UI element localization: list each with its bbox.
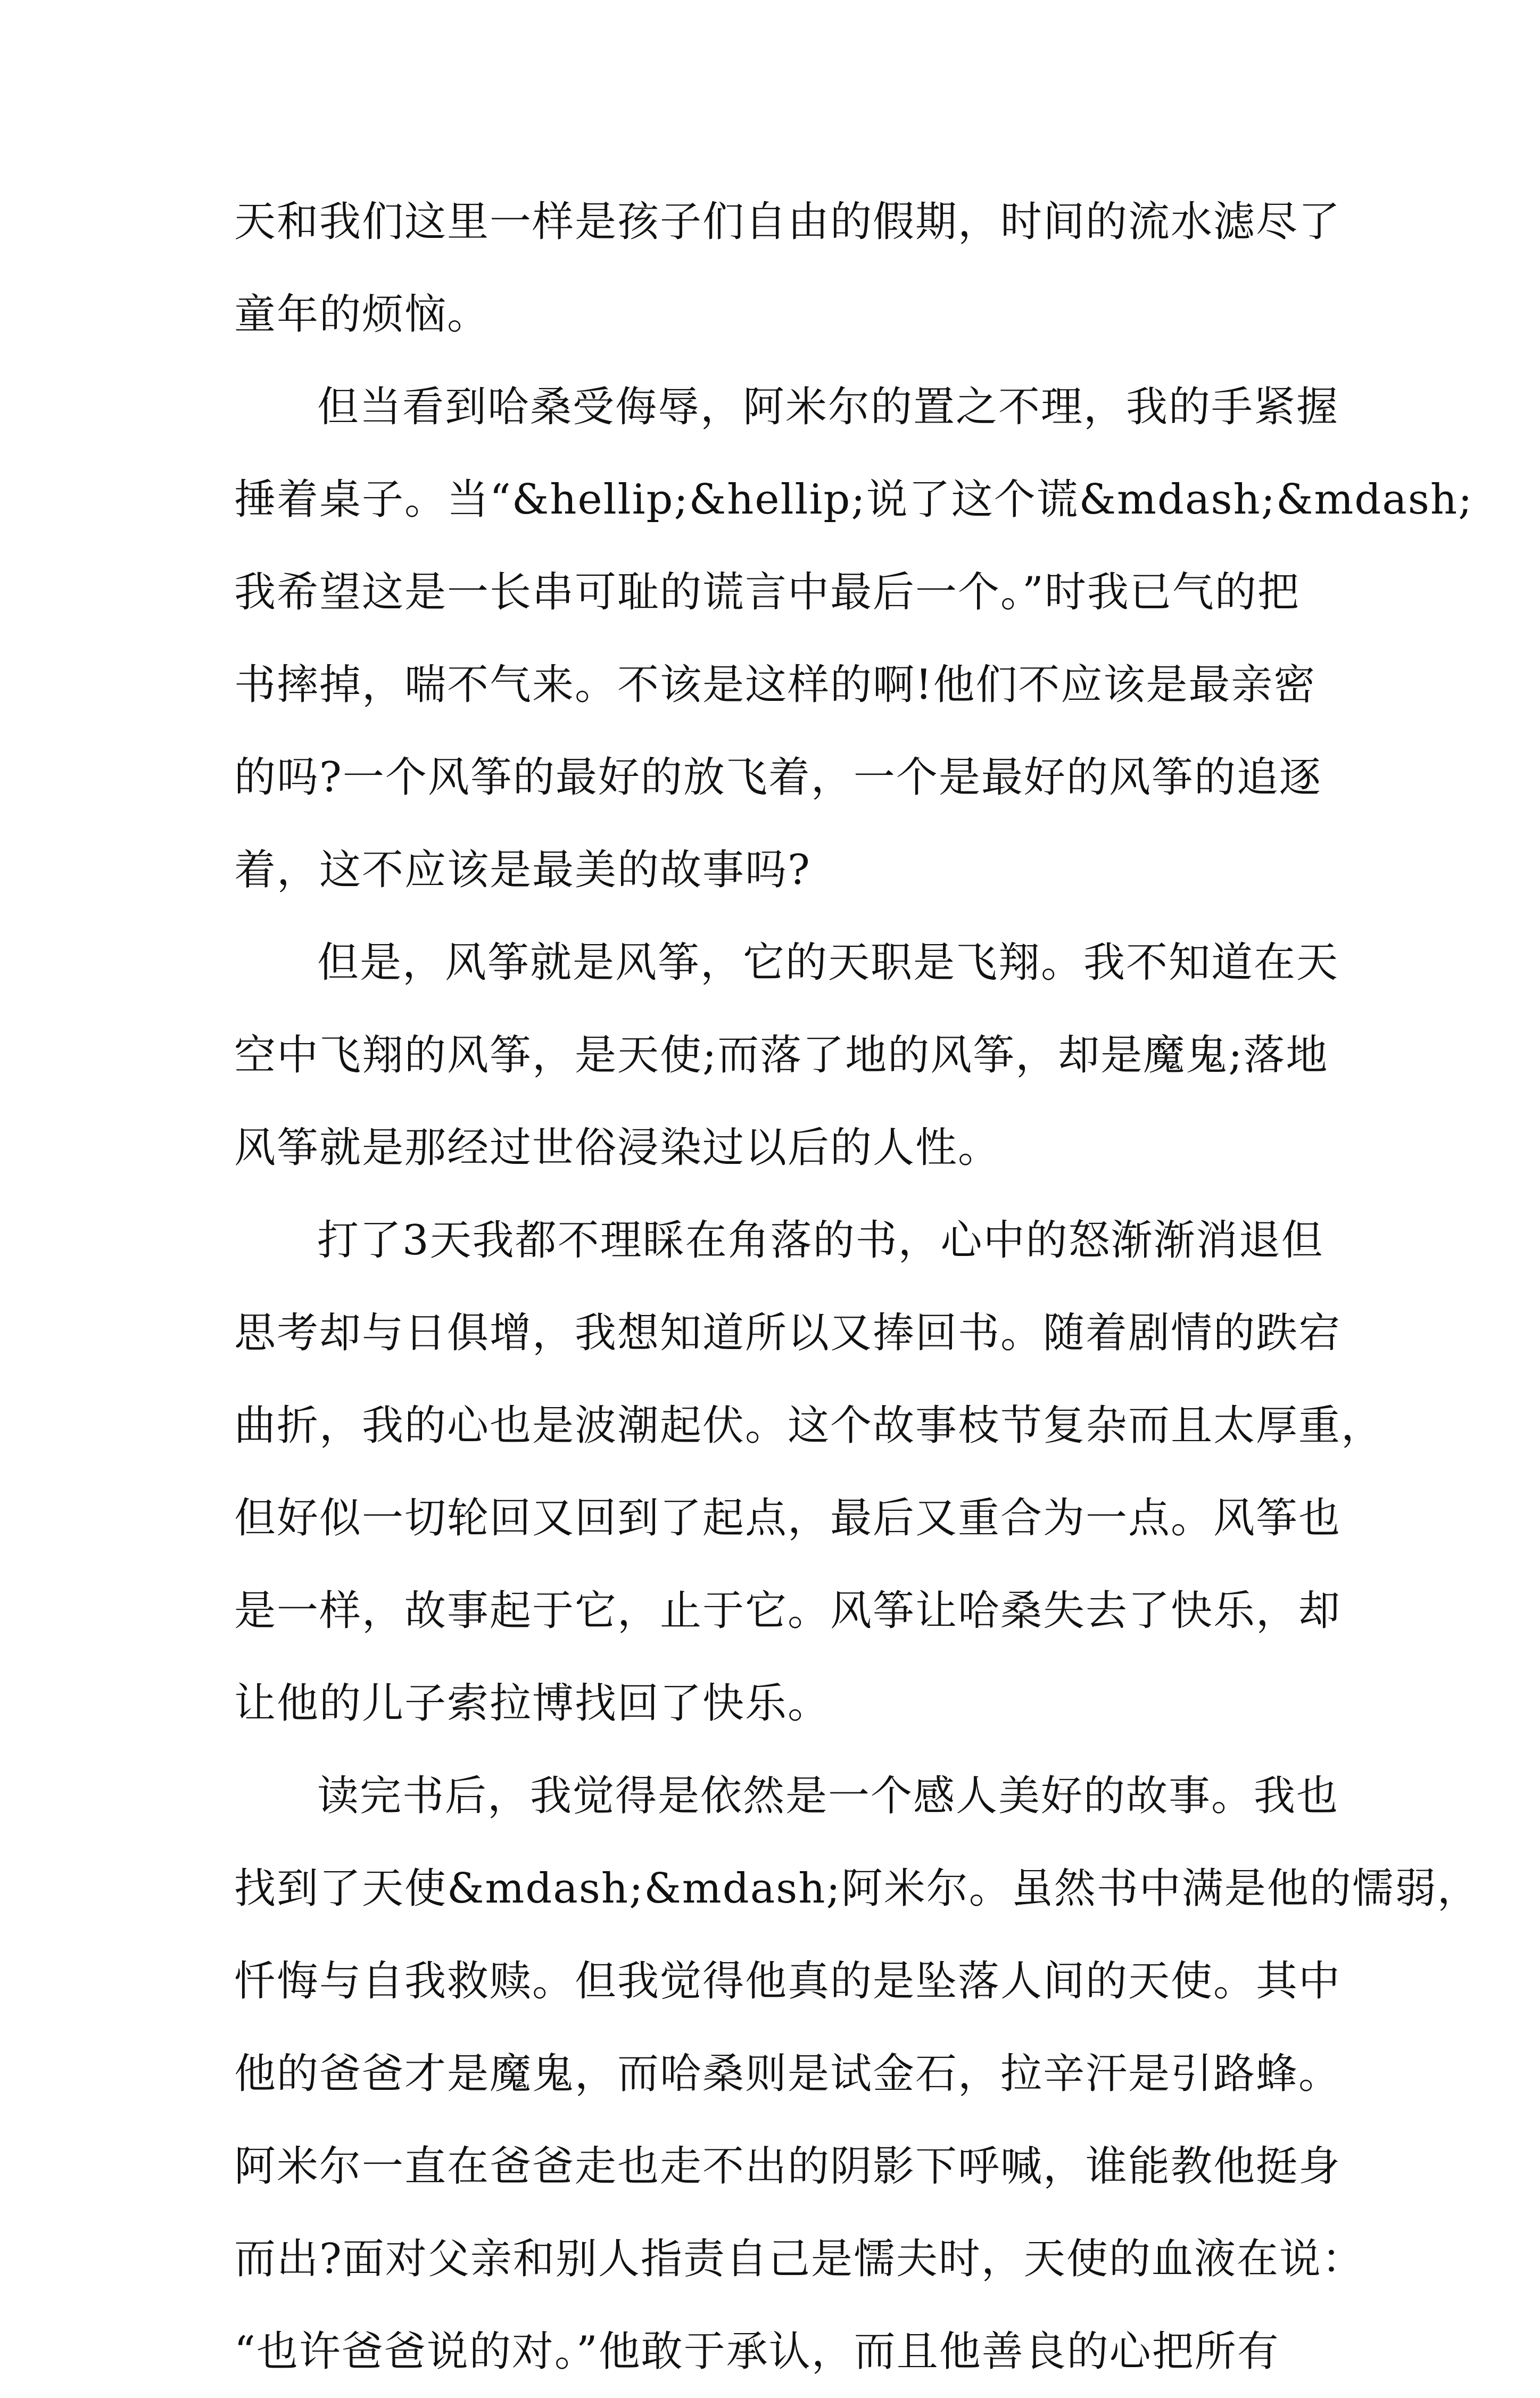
- paragraph-first-line: 但当看到哈桑受侮辱，阿米尔的置之不理，我的手紧握: [317, 383, 1339, 431]
- text-line: 着，这不应该是最美的故事吗?: [234, 846, 811, 894]
- text-line: 让他的儿子索拉博找回了快乐。: [234, 1680, 831, 1727]
- text-line: 曲折，我的心也是波潮起伏。这个故事枝节复杂而且太厚重，: [234, 1402, 1384, 1450]
- text-line: 风筝就是那经过世俗浸染过以后的人性。: [234, 1124, 1001, 1172]
- text-line: 空中飞翔的风筝，是天使;而落了地的风筝，却是魔鬼;落地: [234, 1031, 1329, 1079]
- text-line: 找到了天使&mdash;&mdash;阿米尔。虽然书中满是他的懦弱，: [234, 1865, 1480, 1913]
- text-line: 他的爸爸才是魔鬼，而哈桑则是试金石，拉辛汗是引路蜂。: [234, 2050, 1342, 2098]
- document-page: [234, 176, 1480, 2398]
- text-line: “也许爸爸说的对。”他敢于承认，而且他善良的心把所有: [234, 2328, 1280, 2376]
- text-line: 捶着桌子。当“&hellip;&hellip;说了这个谎&mdash;&mdash;: [234, 476, 1473, 524]
- text-line: 而出?面对父亲和别人指责自己是懦夫时，天使的血液在说：: [234, 2235, 1364, 2283]
- text-line: 是一样，故事起于它，止于它。风筝让哈桑失去了快乐，却: [234, 1587, 1342, 1635]
- text-line: 忏悔与自我救赎。但我觉得他真的是坠落人间的天使。其中: [234, 1957, 1342, 2005]
- text-line: 书摔掉，喘不气来。不该是这样的啊!他们不应该是最亲密: [234, 661, 1317, 709]
- text-line: 阿米尔一直在爸爸走也走不出的阴影下呼喊，谁能教他挺身: [234, 2143, 1342, 2190]
- paragraph-first-line: 读完书后，我觉得是依然是一个感人美好的故事。我也: [317, 1772, 1339, 1820]
- text-line: 我希望这是一长串可耻的谎言中最后一个。”时我已气的把: [234, 568, 1300, 616]
- text-line: 但好似一切轮回又回到了起点，最后又重合为一点。风筝也: [234, 1494, 1342, 1542]
- paragraph-first-line: 但是，风筝就是风筝，它的天职是飞翔。我不知道在天: [317, 939, 1339, 987]
- paragraph-first-line: 打了3天我都不理睬在角落的书，心中的怒渐渐消退但: [317, 1217, 1324, 1264]
- text-line: 的吗?一个风筝的最好的放飞着，一个是最好的风筝的追逐: [234, 754, 1322, 801]
- text-line: 天和我们这里一样是孩子们自由的假期，时间的流水滤尽了: [234, 198, 1342, 246]
- text-line: 思考却与日俱增，我想知道所以又捧回书。随着剧情的跌宕: [234, 1309, 1342, 1357]
- text-line: 童年的烦恼。: [234, 291, 490, 338]
